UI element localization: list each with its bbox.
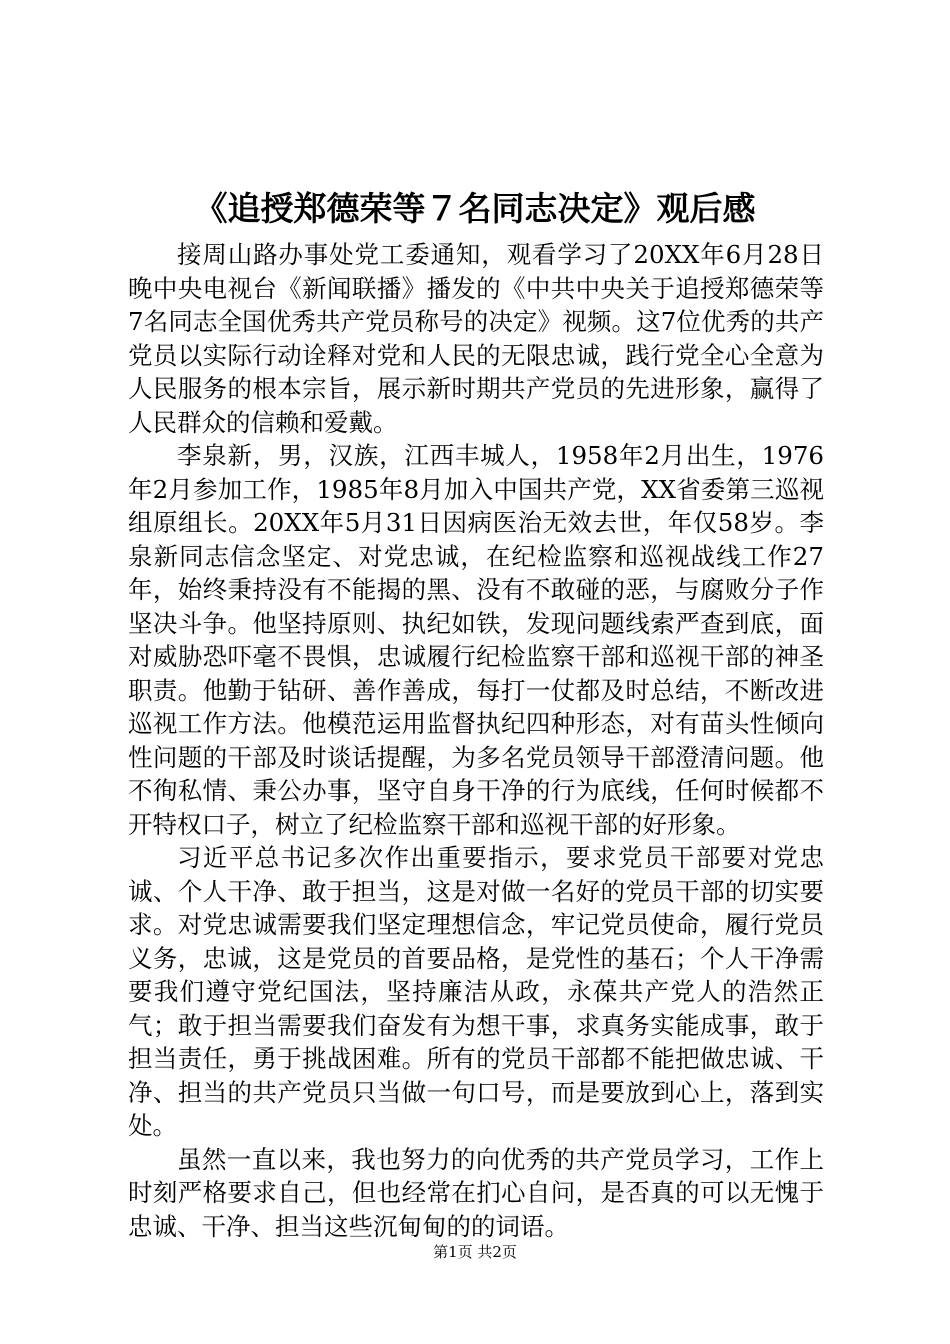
paragraph-biography: 李泉新，男，汉族，江西丰城人，1958年2月出生，1976年2月参加工作，1985年8月加入中国共产党，XX省委第三巡视组原组长。20XX年5月31日因病医治无效去世，年仅58岁。李泉新同志信念坚定、对党忠诚，在纪检监察和巡视战线工作27年，始终秉持没有不能揭的黑、没有不敢碰的恶，与腐败分子作坚决斗争。他坚持原则、执纪如铁，发现问题线索严查到底，面对威胁恐吓毫不畏惧，忠诚履行纪检监察干部和巡视干部的神圣职责。他勤于钻研、善作善成，每打一仗都及时总结，不断改进巡视工作方法。他模范运用监督执纪四种形态，对有苗头性倾向性问题的干部及时谈话提醒，为多名党员领导干部澄清问题。他不徇私情、秉公办事，坚守自身干净的行为底线，任何时候都不开特权口子，树立了纪检监察干部和巡视干部的好形象。: [128, 441, 824, 839]
document-title: 《追授郑德荣等７名同志决定》观后感: [194, 189, 756, 228]
paragraph-requirements: 习近平总书记多次作出重要指示，要求党员干部要对党忠诚、个人干净、敢于担当，这是对做一名好的党员干部的切实要求。对党忠诚需要我们坚定理想信念，牢记党员使命，履行党员义务，忠诚，这是党员的首要品格，是党性的基石；个人干净需要我们遵守党纪国法，坚持廉洁从政，永葆共产党人的浩然正气；敢于担当需要我们奋发有为想干事，求真务实能成事，敢于担当责任，勇于挑战困难。所有的党员干部都不能把做忠诚、干净、担当的共产党员只当做一句口号，而是要放到心上，落到实处。: [128, 843, 824, 1140]
document-body: [128, 238, 824, 1243]
page-number: 第1页 共2页: [433, 1243, 517, 1261]
paragraph-reflection: 虽然一直以来，我也努力的向优秀的共产党员学习，工作上时刻严格要求自己，但也经常在扪心自问，是否真的可以无愧于忠诚、干净、担当这些沉甸甸的的词语。: [128, 1144, 824, 1241]
paragraph-intro: 接周山路办事处党工委通知，观看学习了20XX年6月28日晚中央电视台《新闻联播》播发的《中共中央关于追授郑德荣等7名同志全国优秀共产党员称号的决定》视频。这7位优秀的共产党员以实际行动诠释对党和人民的无限忠诚，践行党全心全意为人民服务的根本宗旨，展示新时期共产党员的先进形象，赢得了人民群众的信赖和爱戴。: [128, 240, 824, 437]
